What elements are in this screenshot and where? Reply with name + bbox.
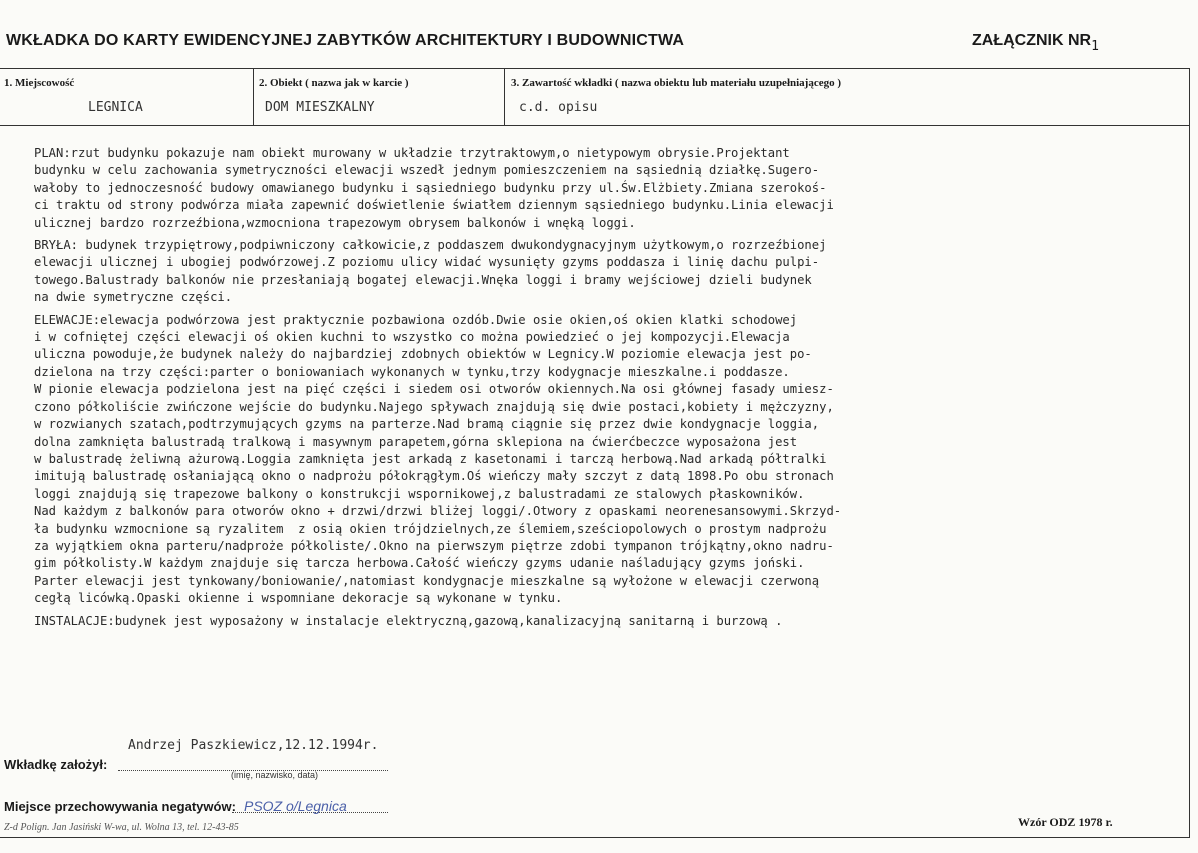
text-line: w balustradę żeliwną ażurową.Loggia zamknięta jest arkadą z kasetonami i tarczą herbową.Nad arkadą półtralki — [34, 451, 827, 466]
prepared-by-hint: (imię, nazwisko, data) — [231, 770, 319, 780]
field-object-label: 2. Obiekt ( nazwa jak w karcie ) — [259, 77, 409, 89]
annex-number: 1 — [1091, 39, 1099, 54]
text-line: W pionie elewacja podzielona jest na pięć części i siedem osi otworów okiennych.Na osi głównej fasady umiesz- — [34, 382, 834, 397]
text-line: i w cofniętej części elewacji oś okien kuchni to wszystko co można powiedzieć o jej kompozycji.Elewacja — [34, 330, 790, 345]
text-line: czono półkoliście zwińczone wejście do budynku.Najego spływach znajdują się dwie postaci,kobiety i mężczyzny, — [34, 399, 834, 414]
form-code: Wzór ODZ 1978 r. — [1018, 815, 1113, 829]
text-line: w rozwianych szatach,podtrzymujących gzyms na parterze.Nad bramą ciągnie się przez dwie kondygnacje loggia, — [34, 417, 820, 432]
text-line: uliczna powoduje,że budynek należy do najbardziej zdobnych obiektów w Legnicy.W poziomie elewacja jest po- — [34, 347, 812, 362]
text-line: dolna zamknięta balustradą tralkową i masywnym parapetem,górna sklepiona na ćwierćbeczce wyposażona jest — [34, 434, 798, 449]
text-line: INSTALACJE:budynek jest wyposażony w instalacje elektryczną,gazową,kanalizacyjną sanitarną i burzową . — [34, 613, 783, 628]
negatives-location-label: Miejsce przechowywania negatywów: — [4, 799, 236, 814]
text-line: gim półkolisty.W każdym znajduje się tarcza herbowa.Całość wieńczy gzyms udanie naśladujący gzyms joński. — [34, 556, 805, 571]
text-line: wałoby to jednoczesność budowy omawianego budynku i sąsiedniego budynku przy ul.Św.Elżbiety.Zmiana szerokoś- — [34, 180, 827, 195]
text-line: imitują balustradę osłaniającą okno o nadprożu półokrągłym.Oś wieńczy mały szczyt z datą 1898.Po obu stronach — [34, 469, 834, 484]
section-plan — [34, 145, 1184, 232]
text-line: towego.Balustrady balkonów nie przesłaniają bogatej elewacji.Wnęka loggi i bramy wejściowej dzieli budynek — [34, 272, 812, 287]
section-bryla — [34, 237, 1184, 307]
annex-label-text: ZAŁĄCZNIK NR — [972, 32, 1092, 49]
field-locality-label: 1. Miejscowość — [4, 77, 75, 89]
field-content-label: 3. Zawartość wkładki ( nazwa obiektu lub materiału uzupełniającego ) — [511, 77, 842, 89]
section-instalacje — [34, 613, 1184, 630]
header-rule — [0, 125, 1190, 126]
text-line: za wyjątkiem okna parteru/nadproże półkoliste/.Okno na pierwszym piętrze zdobi tympanon trójkątny,okno nadru- — [34, 538, 834, 553]
field-object-value: DOM MIESZKALNY — [265, 100, 375, 115]
field-locality-value: LEGNICA — [88, 100, 143, 115]
form-title: WKŁADKA DO KARTY EWIDENCYJNEJ ZABYTKÓW ARCHITEKTURY I BUDOWNICTWA — [6, 32, 685, 49]
text-line: Nad każdym z balkonów para otworów okno + drzwi/drzwi bliżej loggi/.Otwory z opaskami neorenesansowymi.Skrzyd- — [34, 504, 842, 519]
printer-imprint: Z-d Polign. Jan Jasiński W-wa, ul. Wolna 13, tel. 12-43-85 — [4, 822, 239, 833]
text-line: ulicznej bardzo rozrzeźbiona,wzmocniona trapezowym obrysem balkonów i wnęką loggi. — [34, 215, 636, 230]
text-line: budynku w celu zachowania symetryczności elewacji wszedł jednym pomieszczeniem na sąsiednią działkę.Sugero- — [34, 163, 820, 178]
field-content-value: c.d. opisu — [519, 100, 598, 115]
field-separator-2 — [504, 68, 505, 125]
text-line: BRYŁA: budynek trzypiętrowy,podpiwniczony całkowicie,z poddaszem dwukondygnacyjnym użytkowym,o rozrzeźbionej — [34, 238, 827, 253]
text-line: PLAN:rzut budynku pokazuje nam obiekt murowany w układzie trzytraktowym,o nietypowym obrysie.Projektant — [34, 146, 790, 160]
section-elewacje — [34, 312, 1184, 608]
text-line: Parter elewacji jest tynkowany/boniowanie/,natomiast kondygnacje mieszkalne są wyłożone w elewacji czerwoną — [34, 573, 820, 588]
text-line: ELEWACJE:elewacja podwórzowa jest praktycznie pozbawiona ozdób.Dwie osie okien,oś okien klatki schodowej — [34, 312, 798, 327]
text-line: cegłą licówką.Opaski okienne i wspomniane dekoracje są wykonane w tynku. — [34, 591, 563, 606]
negatives-location-value: PSOZ o/Legnica — [244, 798, 347, 814]
text-line: dzielona na trzy części:parter o boniowaniach wykonanych w tynku,trzy kodygnacje mieszkalne.i poddasze. — [34, 364, 790, 379]
text-line: ci traktu od strony podwórza miała zapewnić doświetlenie światłem dziennym sąsiedniego budynku.Linia elewacji — [34, 198, 834, 213]
text-line: loggi znajdują się trapezowe balkony o konstrukcji wspornikowej,z balustradami ze stalowych płaskowników. — [34, 486, 805, 501]
prepared-by-label: Wkładkę założył: — [4, 757, 108, 772]
text-line: elewacji ulicznej i ubogiej podwórzowej.Z poziomu ulicy widać wysunięty gzyms poddasza i linię dachu pulpi- — [34, 255, 820, 270]
text-line: na dwie symetryczne części. — [34, 290, 233, 305]
annex-label — [972, 32, 1099, 54]
description-body — [34, 145, 1184, 630]
field-separator-1 — [253, 68, 254, 125]
signature-line: Andrzej Paszkiewicz,12.12.1994r. — [128, 738, 379, 753]
text-line: ła budynku wzmocnione są ryzalitem z osią okien trójdzielnych,ze ślemiem,sześciopolowych o prostym nadprożu — [34, 521, 827, 536]
